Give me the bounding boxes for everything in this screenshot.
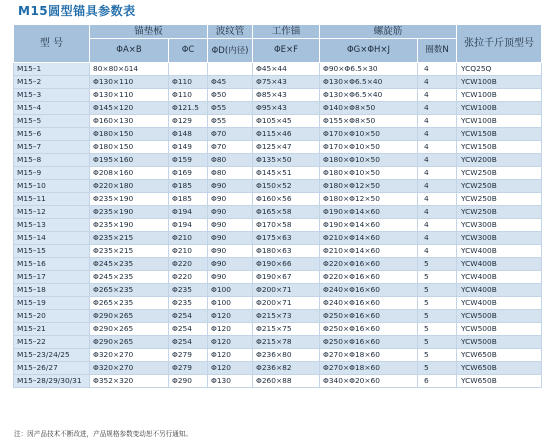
cell-jack-model: YCW250B	[457, 167, 542, 180]
cell-jack-model: YCW500B	[457, 323, 542, 336]
cell-spiral-ghj: Φ190×Φ14×60	[320, 219, 418, 232]
cell-jack-model: YCW650B	[457, 375, 542, 388]
cell-plate-ab: Φ290×265	[90, 310, 169, 323]
table-row	[14, 245, 542, 258]
cell-anchor-ef: Φ175×63	[253, 232, 320, 245]
cell-model: M15–14	[14, 232, 90, 245]
cell-model: M15–17	[14, 271, 90, 284]
cell-model: M15–2	[14, 76, 90, 89]
cell-anchor-ef: Φ215×78	[253, 336, 320, 349]
cell-plate-c: Φ110	[169, 89, 208, 102]
cell-spiral-coils: 4	[418, 102, 457, 115]
cell-spiral-coils: 4	[418, 154, 457, 167]
cell-plate-ab: Φ235×190	[90, 219, 169, 232]
cell-plate-c: Φ169	[169, 167, 208, 180]
cell-bellows-d: Φ90	[208, 245, 253, 258]
cell-model: M15–13	[14, 219, 90, 232]
cell-spiral-coils: 5	[418, 349, 457, 362]
cell-bellows-d: Φ100	[208, 297, 253, 310]
cell-model: M15–8	[14, 154, 90, 167]
cell-anchor-ef: Φ135×50	[253, 154, 320, 167]
cell-plate-c: Φ235	[169, 284, 208, 297]
cell-spiral-ghj: Φ170×Φ10×50	[320, 141, 418, 154]
cell-spiral-ghj: Φ270×Φ18×60	[320, 362, 418, 375]
cell-spiral-coils: 4	[418, 89, 457, 102]
cell-plate-ab: Φ180×150	[90, 141, 169, 154]
cell-plate-ab: Φ290×265	[90, 336, 169, 349]
cell-bellows-d: Φ90	[208, 271, 253, 284]
table-row	[14, 193, 542, 206]
header-ef: ΦE×F	[253, 39, 320, 63]
cell-anchor-ef: Φ236×80	[253, 349, 320, 362]
anchor-parameter-table	[13, 24, 542, 388]
cell-spiral-coils: 4	[418, 128, 457, 141]
cell-spiral-coils: 5	[418, 323, 457, 336]
cell-plate-ab: Φ130×110	[90, 76, 169, 89]
cell-plate-c: Φ290	[169, 375, 208, 388]
cell-plate-ab: Φ180×150	[90, 128, 169, 141]
cell-plate-c: Φ185	[169, 180, 208, 193]
table-row	[14, 219, 542, 232]
table-row	[14, 232, 542, 245]
cell-bellows-d: Φ80	[208, 154, 253, 167]
cell-plate-c: Φ159	[169, 154, 208, 167]
table-row	[14, 128, 542, 141]
header-d-inner-diameter: ΦD(内径)	[208, 39, 253, 63]
cell-anchor-ef: Φ75×43	[253, 76, 320, 89]
cell-anchor-ef: Φ170×58	[253, 219, 320, 232]
cell-anchor-ef: Φ215×75	[253, 323, 320, 336]
cell-spiral-coils: 5	[418, 297, 457, 310]
cell-model: M15–21	[14, 323, 90, 336]
cell-plate-c: Φ121.5	[169, 102, 208, 115]
cell-bellows-d: Φ120	[208, 323, 253, 336]
cell-bellows-d: Φ45	[208, 76, 253, 89]
cell-model: M15–11	[14, 193, 90, 206]
cell-anchor-ef: Φ105×45	[253, 115, 320, 128]
cell-spiral-ghj: Φ155×Φ8×50	[320, 115, 418, 128]
cell-bellows-d: Φ55	[208, 115, 253, 128]
cell-spiral-ghj: Φ180×Φ10×50	[320, 167, 418, 180]
cell-spiral-coils: 4	[418, 63, 457, 76]
cell-jack-model: YCW250B	[457, 193, 542, 206]
cell-anchor-ef: Φ165×58	[253, 206, 320, 219]
cell-jack-model: YCW250B	[457, 206, 542, 219]
cell-plate-c: Φ220	[169, 258, 208, 271]
cell-spiral-ghj: Φ210×Φ14×60	[320, 245, 418, 258]
table-row	[14, 271, 542, 284]
cell-spiral-ghj: Φ250×Φ16×60	[320, 323, 418, 336]
cell-bellows-d: Φ50	[208, 89, 253, 102]
cell-bellows-d: Φ120	[208, 362, 253, 375]
cell-bellows-d: Φ100	[208, 284, 253, 297]
header-c: ΦC	[169, 39, 208, 63]
table-row	[14, 362, 542, 375]
cell-plate-ab: Φ235×215	[90, 232, 169, 245]
footnote: 注：因产品技术不断改进，产品规格参数变动恕不另行通知。	[14, 430, 193, 438]
cell-plate-ab: Φ130×110	[90, 89, 169, 102]
cell-bellows-d: Φ70	[208, 128, 253, 141]
table-row	[14, 102, 542, 115]
table-row	[14, 310, 542, 323]
cell-spiral-ghj: Φ180×Φ12×50	[320, 180, 418, 193]
cell-spiral-coils: 4	[418, 180, 457, 193]
cell-spiral-coils: 4	[418, 219, 457, 232]
table-row	[14, 284, 542, 297]
cell-plate-ab: Φ160×130	[90, 115, 169, 128]
cell-jack-model: YCW100B	[457, 115, 542, 128]
cell-spiral-ghj: Φ180×Φ12×50	[320, 193, 418, 206]
cell-spiral-ghj: Φ190×Φ14×60	[320, 206, 418, 219]
cell-anchor-ef: Φ150×52	[253, 180, 320, 193]
cell-model: M15–26/27	[14, 362, 90, 375]
cell-plate-ab: Φ235×190	[90, 206, 169, 219]
cell-plate-ab: Φ145×120	[90, 102, 169, 115]
cell-spiral-ghj: Φ180×Φ10×50	[320, 154, 418, 167]
cell-jack-model: YCW150B	[457, 141, 542, 154]
header-coils: 圈数N	[418, 39, 457, 63]
cell-spiral-ghj: Φ240×Φ16×60	[320, 284, 418, 297]
cell-plate-c: Φ235	[169, 297, 208, 310]
cell-plate-ab: Φ265×235	[90, 297, 169, 310]
cell-bellows-d: Φ70	[208, 141, 253, 154]
cell-bellows-d: Φ120	[208, 336, 253, 349]
cell-plate-c: Φ210	[169, 245, 208, 258]
cell-spiral-ghj: Φ220×Φ16×60	[320, 271, 418, 284]
cell-plate-ab: Φ235×190	[90, 193, 169, 206]
header-ghj: ΦG×ΦH×J	[320, 39, 418, 63]
cell-jack-model: YCW300B	[457, 232, 542, 245]
cell-jack-model: YCW400B	[457, 245, 542, 258]
cell-bellows-d: Φ120	[208, 310, 253, 323]
cell-anchor-ef: Φ180×63	[253, 245, 320, 258]
cell-model: M15–18	[14, 284, 90, 297]
cell-anchor-ef: Φ236×82	[253, 362, 320, 375]
cell-plate-ab: Φ265×235	[90, 284, 169, 297]
cell-anchor-ef: Φ190×66	[253, 258, 320, 271]
table-row	[14, 336, 542, 349]
cell-spiral-ghj: Φ90×Φ6.5×30	[320, 63, 418, 76]
table-row	[14, 375, 542, 388]
header-anchor-plate: 锚垫板	[90, 25, 208, 39]
table-row	[14, 297, 542, 310]
cell-model: M15–16	[14, 258, 90, 271]
cell-jack-model: YCQ25Q	[457, 63, 542, 76]
cell-plate-ab: Φ320×270	[90, 349, 169, 362]
cell-spiral-coils: 5	[418, 284, 457, 297]
cell-spiral-coils: 4	[418, 206, 457, 219]
cell-plate-ab: Φ220×180	[90, 180, 169, 193]
cell-spiral-ghj: Φ270×Φ18×60	[320, 349, 418, 362]
table-row	[14, 76, 542, 89]
cell-plate-c: Φ220	[169, 271, 208, 284]
header-ab: ΦA×B	[90, 39, 169, 63]
cell-spiral-ghj: Φ130×Φ6.5×40	[320, 76, 418, 89]
cell-bellows-d: Φ55	[208, 102, 253, 115]
cell-jack-model: YCW250B	[457, 180, 542, 193]
header-spiral-rebar: 螺旋筋	[320, 25, 457, 39]
table-row	[14, 89, 542, 102]
cell-jack-model: YCW100B	[457, 102, 542, 115]
cell-bellows-d: Φ90	[208, 219, 253, 232]
cell-spiral-coils: 4	[418, 232, 457, 245]
cell-spiral-coils: 4	[418, 115, 457, 128]
cell-jack-model: YCW500B	[457, 336, 542, 349]
cell-anchor-ef: Φ85×43	[253, 89, 320, 102]
page-title: M15圆型锚具参数表	[18, 4, 136, 18]
cell-plate-c: Φ194	[169, 219, 208, 232]
cell-spiral-coils: 4	[418, 141, 457, 154]
cell-model: M15–7	[14, 141, 90, 154]
cell-spiral-coils: 5	[418, 310, 457, 323]
cell-model: M15–9	[14, 167, 90, 180]
cell-jack-model: YCW400B	[457, 284, 542, 297]
cell-model: M15–23/24/25	[14, 349, 90, 362]
cell-bellows-d: Φ90	[208, 193, 253, 206]
cell-model: M15–10	[14, 180, 90, 193]
cell-jack-model: YCW650B	[457, 362, 542, 375]
cell-plate-ab: Φ320×270	[90, 362, 169, 375]
cell-model: M15–22	[14, 336, 90, 349]
table-row	[14, 167, 542, 180]
cell-jack-model: YCW500B	[457, 310, 542, 323]
cell-model: M15–12	[14, 206, 90, 219]
cell-plate-c: Φ279	[169, 362, 208, 375]
cell-spiral-coils: 5	[418, 258, 457, 271]
cell-anchor-ef: Φ115×46	[253, 128, 320, 141]
cell-anchor-ef: Φ125×47	[253, 141, 320, 154]
cell-model: M15–19	[14, 297, 90, 310]
cell-jack-model: YCW100B	[457, 89, 542, 102]
cell-anchor-ef: Φ160×56	[253, 193, 320, 206]
cell-plate-ab: Φ290×265	[90, 323, 169, 336]
table-row	[14, 349, 542, 362]
cell-plate-ab: 80×80×δ14	[90, 63, 169, 76]
cell-plate-ab: Φ245×235	[90, 258, 169, 271]
cell-bellows-d: Φ130	[208, 375, 253, 388]
cell-spiral-ghj: Φ140×Φ8×50	[320, 102, 418, 115]
cell-plate-c: Φ194	[169, 206, 208, 219]
cell-bellows-d: Φ90	[208, 258, 253, 271]
cell-spiral-ghj: Φ240×Φ16×60	[320, 297, 418, 310]
header-bellows: 波纹管	[208, 25, 253, 39]
cell-spiral-coils: 4	[418, 193, 457, 206]
cell-spiral-ghj: Φ220×Φ16×60	[320, 258, 418, 271]
cell-model: M15–4	[14, 102, 90, 115]
table-row	[14, 258, 542, 271]
cell-spiral-coils: 5	[418, 336, 457, 349]
table-row	[14, 141, 542, 154]
cell-spiral-coils: 5	[418, 271, 457, 284]
cell-spiral-coils: 4	[418, 167, 457, 180]
header-jack-model: 张拉千斤顶型号	[457, 25, 542, 63]
table-body	[14, 63, 542, 388]
cell-spiral-ghj: Φ250×Φ16×60	[320, 336, 418, 349]
cell-spiral-ghj: Φ210×Φ14×60	[320, 232, 418, 245]
cell-spiral-ghj: Φ130×Φ6.5×40	[320, 89, 418, 102]
cell-plate-ab: Φ352×320	[90, 375, 169, 388]
cell-spiral-coils: 4	[418, 245, 457, 258]
cell-bellows-d: Φ90	[208, 232, 253, 245]
cell-plate-c: Φ210	[169, 232, 208, 245]
table-row	[14, 206, 542, 219]
cell-anchor-ef: Φ45×44	[253, 63, 320, 76]
table-row	[14, 63, 542, 76]
cell-jack-model: YCW400B	[457, 297, 542, 310]
cell-bellows-d: Φ80	[208, 167, 253, 180]
cell-plate-c: Φ254	[169, 336, 208, 349]
cell-anchor-ef: Φ200×71	[253, 284, 320, 297]
header-working-anchor: 工作锚	[253, 25, 320, 39]
table-row	[14, 115, 542, 128]
cell-model: M15–28/29/30/31	[14, 375, 90, 388]
cell-anchor-ef: Φ190×67	[253, 271, 320, 284]
cell-anchor-ef: Φ200×71	[253, 297, 320, 310]
cell-plate-c: Φ110	[169, 76, 208, 89]
cell-anchor-ef: Φ95×43	[253, 102, 320, 115]
cell-jack-model: YCW150B	[457, 128, 542, 141]
cell-bellows-d: Φ90	[208, 206, 253, 219]
cell-bellows-d: Φ90	[208, 180, 253, 193]
cell-plate-c	[169, 63, 208, 76]
cell-plate-ab: Φ245×235	[90, 271, 169, 284]
cell-anchor-ef: Φ145×51	[253, 167, 320, 180]
cell-jack-model: YCW100B	[457, 76, 542, 89]
cell-model: M15–20	[14, 310, 90, 323]
table-row	[14, 323, 542, 336]
cell-model: M15–15	[14, 245, 90, 258]
cell-model: M15–5	[14, 115, 90, 128]
cell-plate-c: Φ149	[169, 141, 208, 154]
cell-model: M15–3	[14, 89, 90, 102]
cell-spiral-ghj: Φ340×Φ20×60	[320, 375, 418, 388]
cell-bellows-d: Φ120	[208, 349, 253, 362]
table-row	[14, 180, 542, 193]
cell-model: M15–1	[14, 63, 90, 76]
cell-bellows-d	[208, 63, 253, 76]
cell-spiral-coils: 6	[418, 375, 457, 388]
cell-jack-model: YCW400B	[457, 271, 542, 284]
cell-anchor-ef: Φ215×73	[253, 310, 320, 323]
cell-jack-model: YCW400B	[457, 258, 542, 271]
cell-anchor-ef: Φ260×88	[253, 375, 320, 388]
cell-spiral-ghj: Φ170×Φ10×50	[320, 128, 418, 141]
cell-plate-ab: Φ235×215	[90, 245, 169, 258]
cell-spiral-coils: 4	[418, 76, 457, 89]
cell-plate-c: Φ185	[169, 193, 208, 206]
cell-spiral-ghj: Φ250×Φ16×60	[320, 310, 418, 323]
cell-plate-ab: Φ195×160	[90, 154, 169, 167]
cell-plate-c: Φ254	[169, 310, 208, 323]
table-row	[14, 154, 542, 167]
cell-model: M15–6	[14, 128, 90, 141]
cell-plate-c: Φ148	[169, 128, 208, 141]
cell-spiral-coils: 5	[418, 362, 457, 375]
cell-jack-model: YCW650B	[457, 349, 542, 362]
header-model: 型 号	[14, 25, 90, 63]
cell-plate-c: Φ279	[169, 349, 208, 362]
cell-plate-c: Φ254	[169, 323, 208, 336]
cell-jack-model: YCW300B	[457, 219, 542, 232]
cell-plate-ab: Φ208×160	[90, 167, 169, 180]
cell-jack-model: YCW200B	[457, 154, 542, 167]
cell-plate-c: Φ129	[169, 115, 208, 128]
